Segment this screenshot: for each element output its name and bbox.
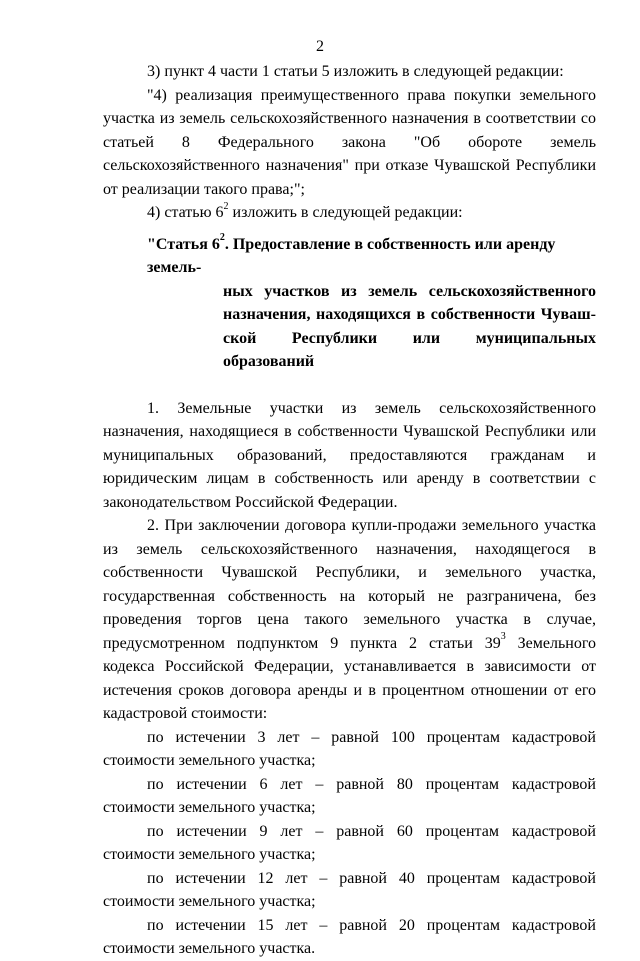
term-item: по истечении 15 лет – равной 20 процентам кадастровой стоимости земельного участка. [103,916,596,957]
paragraph-2-superscript: 3 [500,631,506,643]
item4-text-before: 4) статью 6 [147,204,224,221]
page-number: 2 [316,38,324,55]
article-superscript: 2 [219,232,225,244]
term-item: по истечении 3 лет – равной 100 процентам кадастровой стоимости земельного участка; [103,728,596,769]
term-item: по истечении 6 лет – равной 80 процентам кадастровой стоимости земельного участка; [103,775,596,816]
amendment-item-4 [103,201,596,225]
term-item: по истечении 9 лет – равной 60 процентам кадастровой стоимости земельного участка; [103,822,596,863]
item4-text-after: изложить в следующей редакции: [228,204,463,221]
article-title-rest: ных участков из земель сельскохозяйственного назначения, находящихся в собственности Чуваш-ской Республики или муниципальных образований [223,282,596,370]
paragraph-2-text-after: Земельного кодекса Российской Федерации, устанавливается в зависимости от истечения сроков договора аренды и в процентном отношении от его кадастровой стоимости: [103,634,596,722]
article-heading [103,233,596,280]
paragraph-2 [103,514,596,726]
article-number [147,232,229,253]
paragraph-2-text-before: 2. При заключении договора купли-продажи земельного участка из земель сельскохозяйственного назначения, находящегося в собственности Чувашской Республики, и земельного участка, государственная собственность на который не разграничена, без проведения торгов цена такого земельного участка в случае, предусмотренном подпунктом 9 пункта 2 статьи 39 [103,517,596,652]
paragraph-1: 1. Земельные участки из земель сельскохозяйственного назначения, находящиеся в собственности Чувашской Республики или муниципальных образований, предоставляются гражданам и юридическим лицам в собственность или аренду в соответствии с законодательством Российской Федерации. [103,399,596,511]
amendment-quote-4: "4) реализация преимущественного права покупки земельного участка из земель сельскохозяйственного назначения в соответствии со статьей 8 Федерального закона "Об обороте земель сельскохозяйственного назначения" при отказе Чувашской Республики от реализации такого права;"; [103,86,596,198]
article-title-first-line: Предоставление в собственность или аренду земель- [147,235,556,276]
article-prefix-dot: . [224,235,229,253]
article-prefix-text: "Статья 6 [147,235,220,253]
document-body [103,60,596,961]
term-item: по истечении 12 лет – равной 40 процентам кадастровой стоимости земельного участка; [103,869,596,910]
amendment-item-3: 3) пункт 4 части 1 статьи 5 изложить в следующей редакции: [147,63,564,80]
item4-superscript: 2 [223,200,229,212]
